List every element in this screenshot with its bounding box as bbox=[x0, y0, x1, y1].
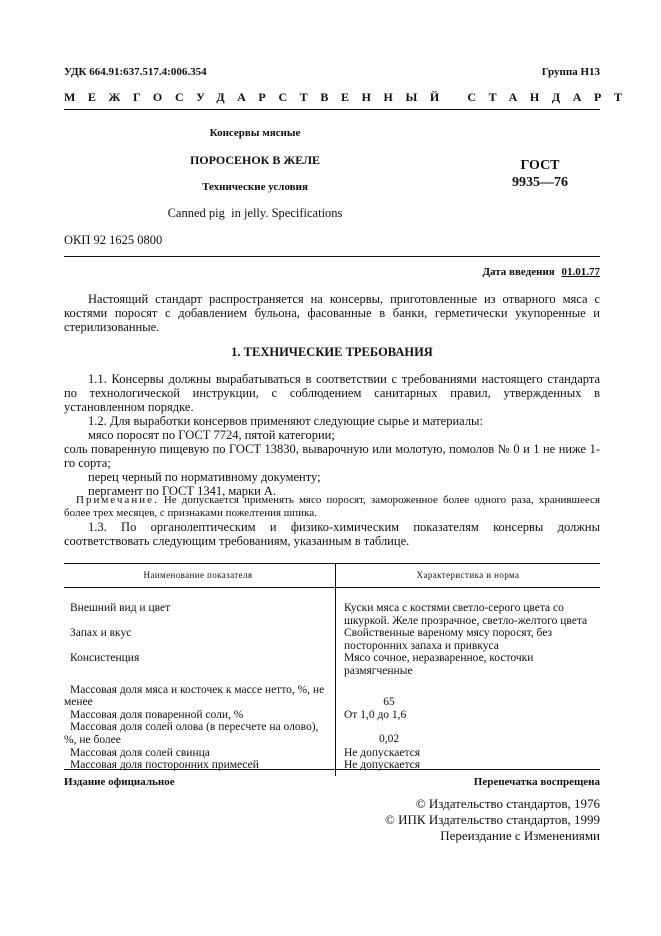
row-value: Не допускается bbox=[344, 759, 421, 772]
table-row bbox=[64, 627, 600, 652]
row-name: Консистенция bbox=[70, 652, 140, 665]
material-item: соль поваренную пищевую по ГОСТ 13830, выварочную или молотую, помолов № 0 и 1 не ниже 1-го сорта; bbox=[64, 442, 600, 470]
row-value: Не допускается bbox=[344, 746, 421, 759]
copyright-block bbox=[385, 796, 600, 844]
clause-1-1: 1.1. Консервы должны вырабатываться в соответствии с требованиями настоящего стандарта по технологической инструкции, с соблюдением санитарных правил, утвержденных в установленном порядке. bbox=[64, 372, 600, 414]
official-edition: Издание официальное bbox=[64, 776, 175, 788]
gost-label: ГОСТ bbox=[520, 158, 560, 173]
standard-kind-heading: МЕЖГОСУДАРСТВЕННЫЙ СТАНДАРТ bbox=[64, 90, 635, 104]
title-divider bbox=[64, 256, 600, 257]
table-header-value: Характеристика и норма bbox=[336, 563, 601, 588]
intro-date bbox=[482, 266, 600, 278]
clause-1-2: 1.2. Для выработки консервов применяют следующие сырье и материалы: bbox=[88, 414, 483, 428]
group-code: Группа Н13 bbox=[541, 66, 600, 78]
table-header-name: Наименование показателя bbox=[64, 563, 336, 588]
note-text: Не допускается применять мясо поросят, замороженное более одного раза, хранившееся более трех месяцев, с признаками пожелтения шпика. bbox=[64, 494, 600, 519]
material-item: перец черный по нормативному документу; bbox=[88, 470, 321, 484]
note-label: Примечание. bbox=[76, 494, 159, 506]
table-row bbox=[64, 678, 600, 709]
section-title: 1. ТЕХНИЧЕСКИЕ ТРЕБОВАНИЯ bbox=[231, 345, 433, 359]
intro-date-value: 01.01.77 bbox=[561, 266, 600, 278]
table-row bbox=[64, 759, 600, 776]
document-subtitle: Технические условия bbox=[202, 181, 308, 193]
row-name: Внешний вид и цвет bbox=[70, 602, 171, 614]
copyright-line: © Издательство стандартов, 1976 bbox=[415, 796, 600, 811]
row-value: 0,02 bbox=[378, 733, 400, 746]
row-name: Массовая доля мяса и косточек к массе нетто, %, не менее bbox=[64, 683, 325, 709]
clause-1-3-block bbox=[64, 520, 600, 548]
row-name: Запах и вкус bbox=[70, 627, 132, 640]
okp-code: ОКП 92 1625 0800 bbox=[64, 233, 163, 247]
table-row bbox=[64, 588, 600, 628]
copyright-line: © ИПК Издательство стандартов, 1999 bbox=[385, 812, 600, 827]
row-value: Мясо сочное, неразваренное, косточки размягченные bbox=[344, 652, 534, 677]
intro-paragraph bbox=[64, 292, 600, 334]
row-name: Массовая доля посторонних примесей bbox=[70, 759, 259, 772]
table-row bbox=[64, 721, 600, 746]
clause-1-3: 1.3. По органолептическим и физико-химическим показателям консервы должны соответствовать следующим требованиям, указанным в таблице. bbox=[64, 520, 600, 548]
material-item: мясо поросят по ГОСТ 7724, пятой категории; bbox=[88, 428, 335, 442]
row-name: Массовая доля поваренной соли, % bbox=[70, 708, 244, 721]
reprint-notice: Перепечатка воспрещена bbox=[473, 776, 600, 788]
gost-number: 9935—76 bbox=[512, 175, 568, 190]
table-row bbox=[64, 652, 600, 677]
table-row bbox=[64, 747, 600, 760]
row-value: Свойственные вареному мясу поросят, без посторонних запаха и привкуса bbox=[344, 627, 552, 652]
product-name: ПОРОСЕНОК В ЖЕЛЕ bbox=[189, 153, 321, 167]
product-category: Консервы мясные bbox=[209, 127, 301, 139]
intro-date-label: Дата введения bbox=[482, 266, 555, 278]
intro-text: Настоящий стандарт распространяется на консервы, приготовленные из отварного мяса с костями поросят с добавлением бульона, фасованные в банки, герметически укупоренные и стерилизованные. bbox=[64, 292, 600, 334]
row-value: Куски мяса с костями светло-серого цвета со шкуркой. Желе прозрачное, светло-желтого цвета bbox=[344, 602, 588, 627]
row-name: Массовая доля солей олова (в пересчете на олово), %, не более bbox=[64, 721, 319, 746]
reissue-line: Переиздание с Изменениями bbox=[440, 828, 600, 843]
table-row bbox=[64, 709, 600, 722]
udk-code: УДК 664.91:637.517.4:006.354 bbox=[64, 66, 207, 78]
english-title: Canned pig in jelly. Specifications bbox=[167, 206, 343, 220]
footer-divider bbox=[64, 769, 600, 770]
material-item: пергамент по ГОСТ 1341, марки А. bbox=[88, 484, 277, 498]
row-value: От 1,0 до 1,6 bbox=[344, 708, 407, 721]
row-value: 65 bbox=[383, 695, 395, 708]
note-block bbox=[64, 494, 600, 520]
header-divider bbox=[64, 109, 600, 110]
requirements-table bbox=[64, 563, 600, 776]
row-name: Массовая доля солей свинца bbox=[70, 746, 210, 759]
section-body bbox=[64, 372, 600, 498]
